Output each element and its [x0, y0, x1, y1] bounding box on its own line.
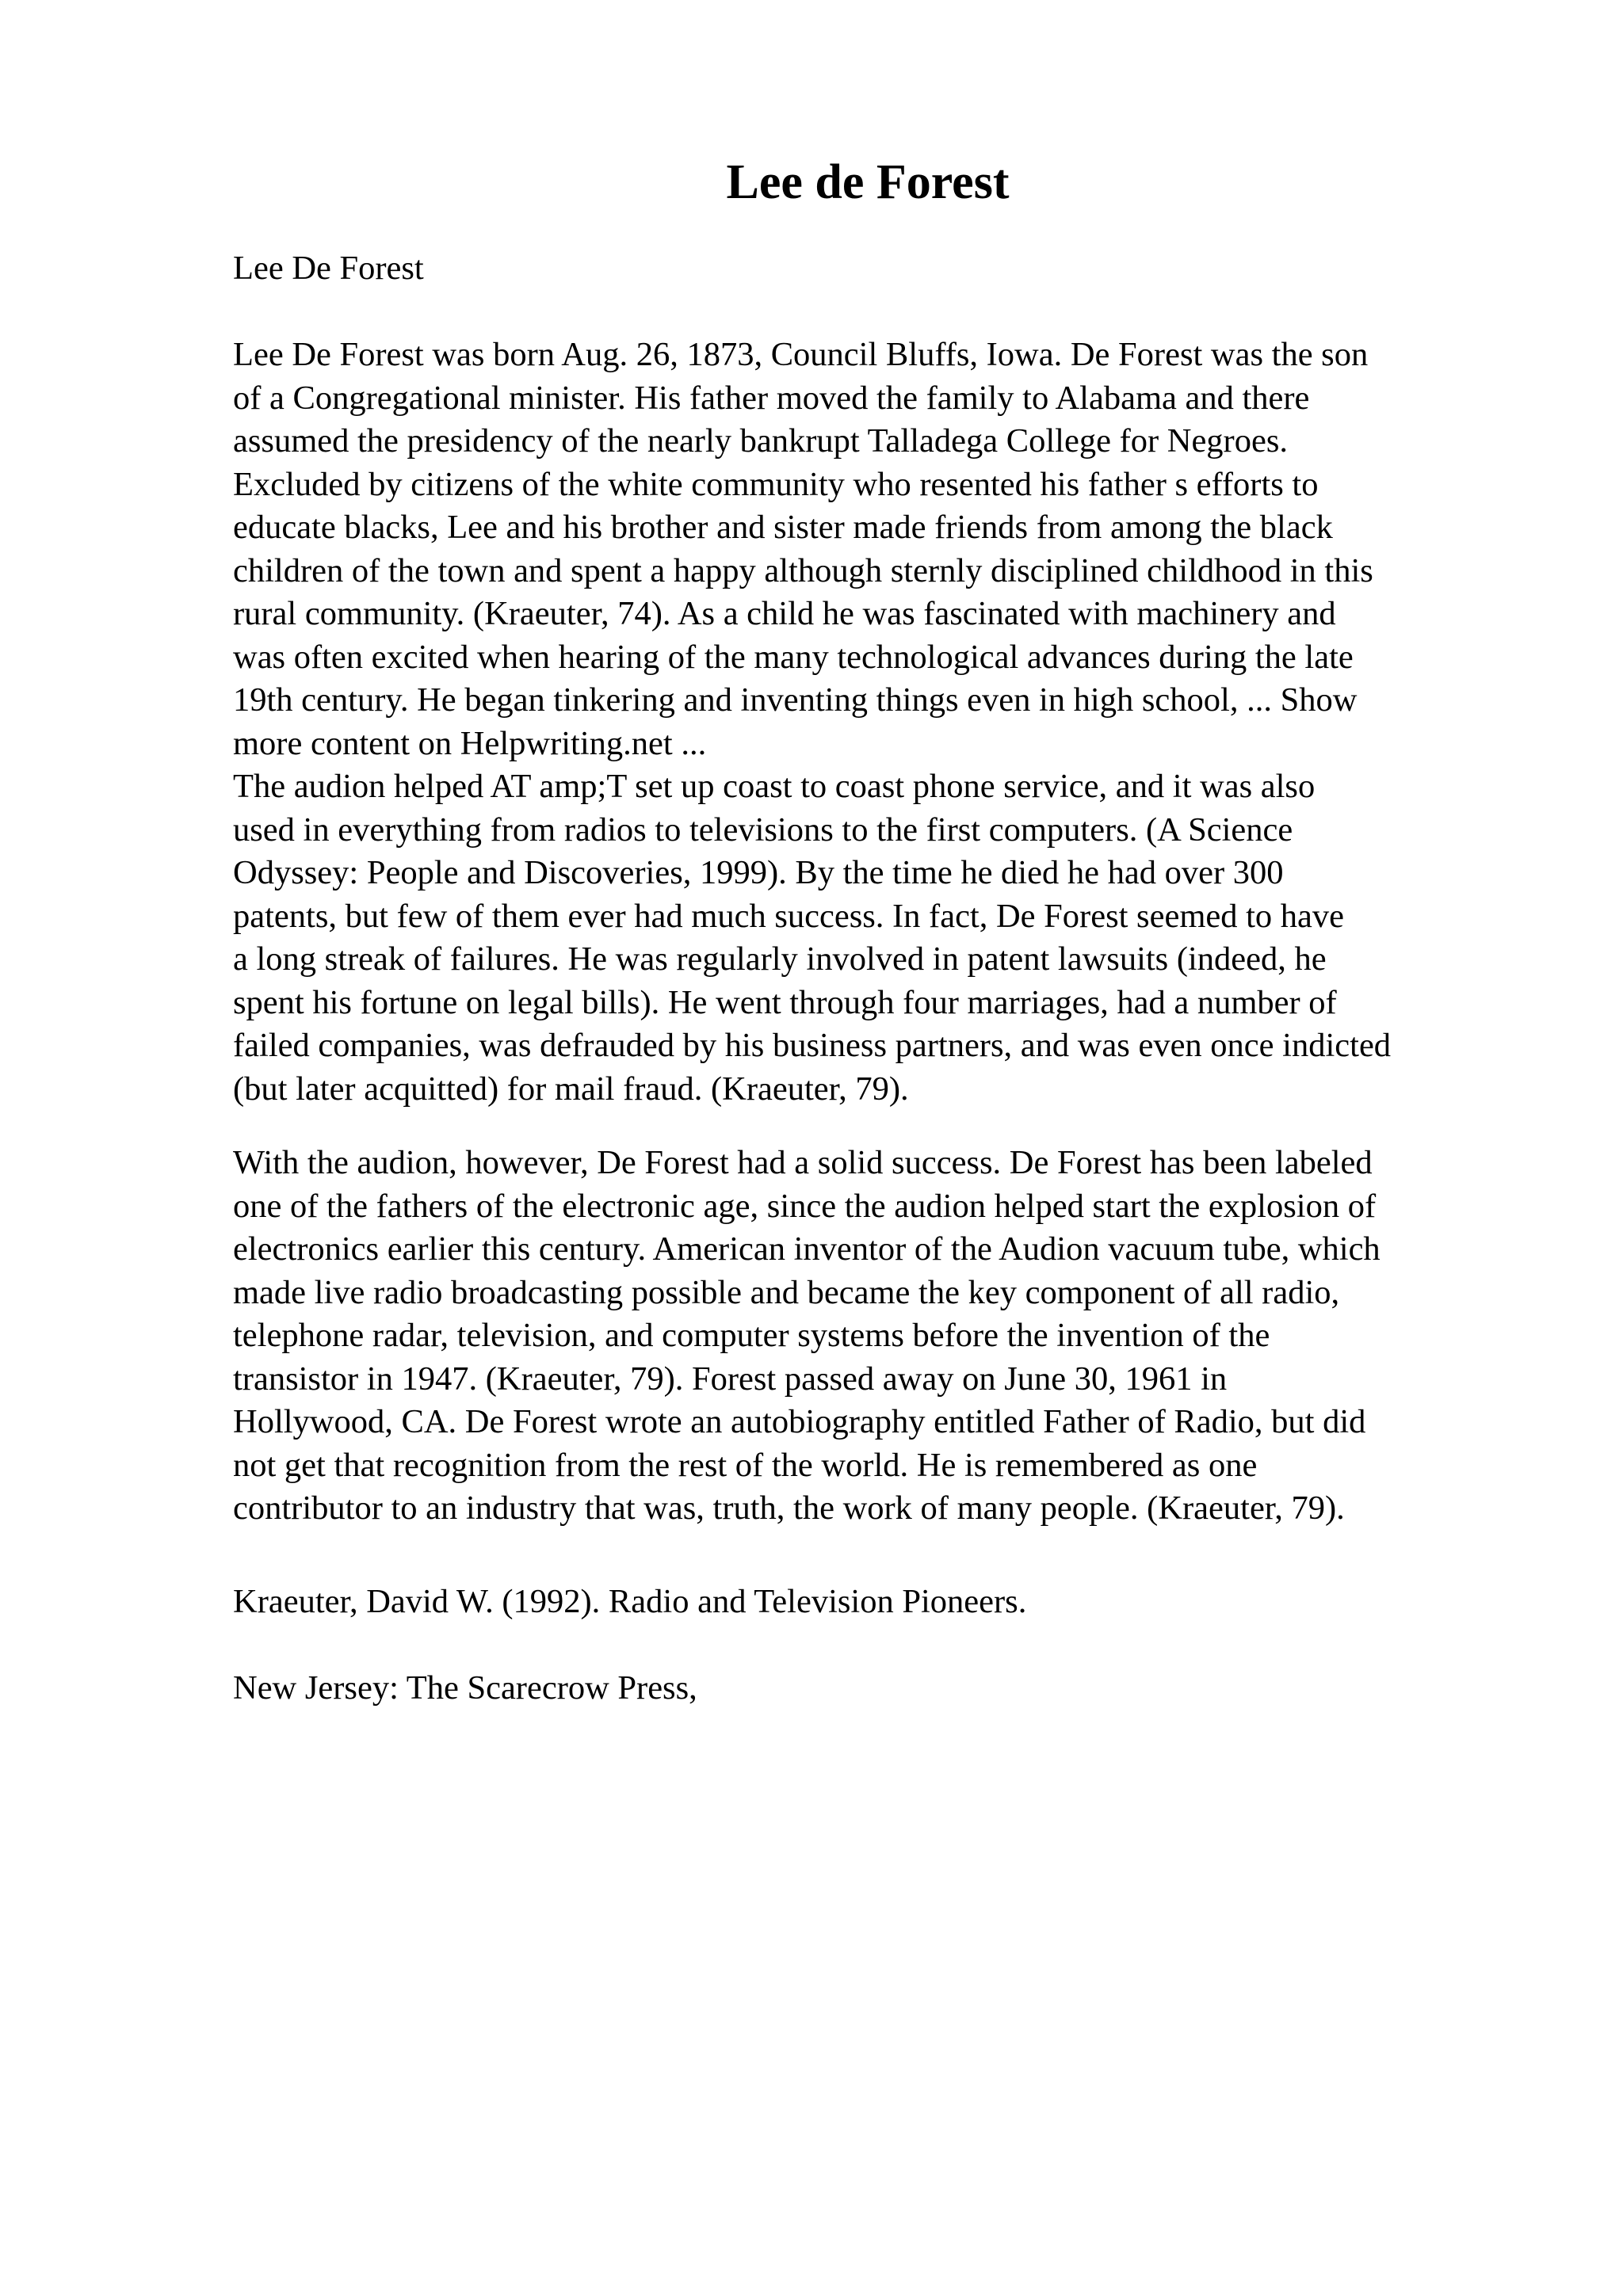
- reference-publisher: New Jersey: The Scarecrow Press,: [233, 1669, 697, 1707]
- document-subtitle: Lee De Forest: [233, 250, 424, 287]
- paragraph-2-line: not get that recognition from the rest of the world. He is remembered as one: [233, 1446, 1258, 1484]
- paragraph-2-line: telephone radar, television, and computer systems before the invention of the: [233, 1317, 1270, 1354]
- paragraph-1-line: of a Congregational minister. His father moved the family to Alabama and there: [233, 379, 1310, 417]
- paragraph-1-line: spent his fortune on legal bills). He went through four marriages, had a number of: [233, 983, 1337, 1021]
- paragraph-1-line: more content on Helpwriting.net ...: [233, 724, 707, 762]
- paragraph-1-line: 19th century. He began tinkering and inventing things even in high school, ... Show: [233, 681, 1358, 719]
- paragraph-2-line: Hollywood, CA. De Forest wrote an autobiography entitled Father of Radio, but did: [233, 1403, 1366, 1440]
- paragraph-1-line: assumed the presidency of the nearly bankrupt Talladega College for Negroes.: [233, 422, 1288, 460]
- paragraph-2-line: electronics earlier this century. American inventor of the Audion vacuum tube, which: [233, 1230, 1381, 1268]
- paragraph-1-line: failed companies, was defrauded by his business partners, and was even once indicted: [233, 1027, 1392, 1064]
- paragraph-1-line: (but later acquitted) for mail fraud. (Kraeuter, 79).: [233, 1070, 909, 1108]
- paragraph-1-line: a long streak of failures. He was regularly involved in patent lawsuits (indeed, he: [233, 940, 1327, 978]
- paragraph-1-line: used in everything from radios to televisions to the first computers. (A Science: [233, 810, 1293, 849]
- paragraph-1-line: rural community. (Kraeuter, 74). As a child he was fascinated with machinery and: [233, 595, 1336, 632]
- paragraph-1-line: Odyssey: People and Discoveries, 1999). By the time he died he had over 300: [233, 854, 1284, 891]
- paragraph-1-line: patents, but few of them ever had much success. In fact, De Forest seemed to have: [233, 897, 1345, 935]
- paragraph-2-line: With the audion, however, De Forest had a solid success. De Forest has been labeled: [233, 1144, 1373, 1181]
- paragraph-2-line: contributor to an industry that was, truth, the work of many people. (Kraeuter, 79).: [233, 1489, 1345, 1527]
- paragraph-1-line: was often excited when hearing of the many technological advances during the late: [233, 638, 1354, 676]
- paragraph-1-line: educate blacks, Lee and his brother and sister made friends from among the black: [233, 509, 1333, 546]
- reference-citation: Kraeuter, David W. (1992). Radio and Television Pioneers.: [233, 1583, 1027, 1620]
- paragraph-1-line: Lee De Forest was born Aug. 26, 1873, Council Bluffs, Iowa. De Forest was the son: [233, 336, 1369, 373]
- paragraph-2-line: made live radio broadcasting possible and became the key component of all radio,: [233, 1273, 1340, 1311]
- paragraph-1-line: The audion helped AT amp;T set up coast to coast phone service, and it was also: [233, 768, 1316, 805]
- paragraph-1-line: Excluded by citizens of the white community who resented his father s efforts to: [233, 465, 1319, 503]
- paragraph-2-line: transistor in 1947. (Kraeuter, 79). Forest passed away on June 30, 1961 in: [233, 1360, 1228, 1398]
- paragraph-2: [233, 1142, 1517, 1531]
- page-title: Lee de Forest: [726, 155, 1010, 209]
- paragraph-1-line: children of the town and spent a happy although sternly disciplined childhood in this: [233, 551, 1373, 589]
- paragraph-2-line: one of the fathers of the electronic age, since the audion helped start the explosion of: [233, 1187, 1377, 1225]
- paragraph-1: [233, 334, 1517, 1111]
